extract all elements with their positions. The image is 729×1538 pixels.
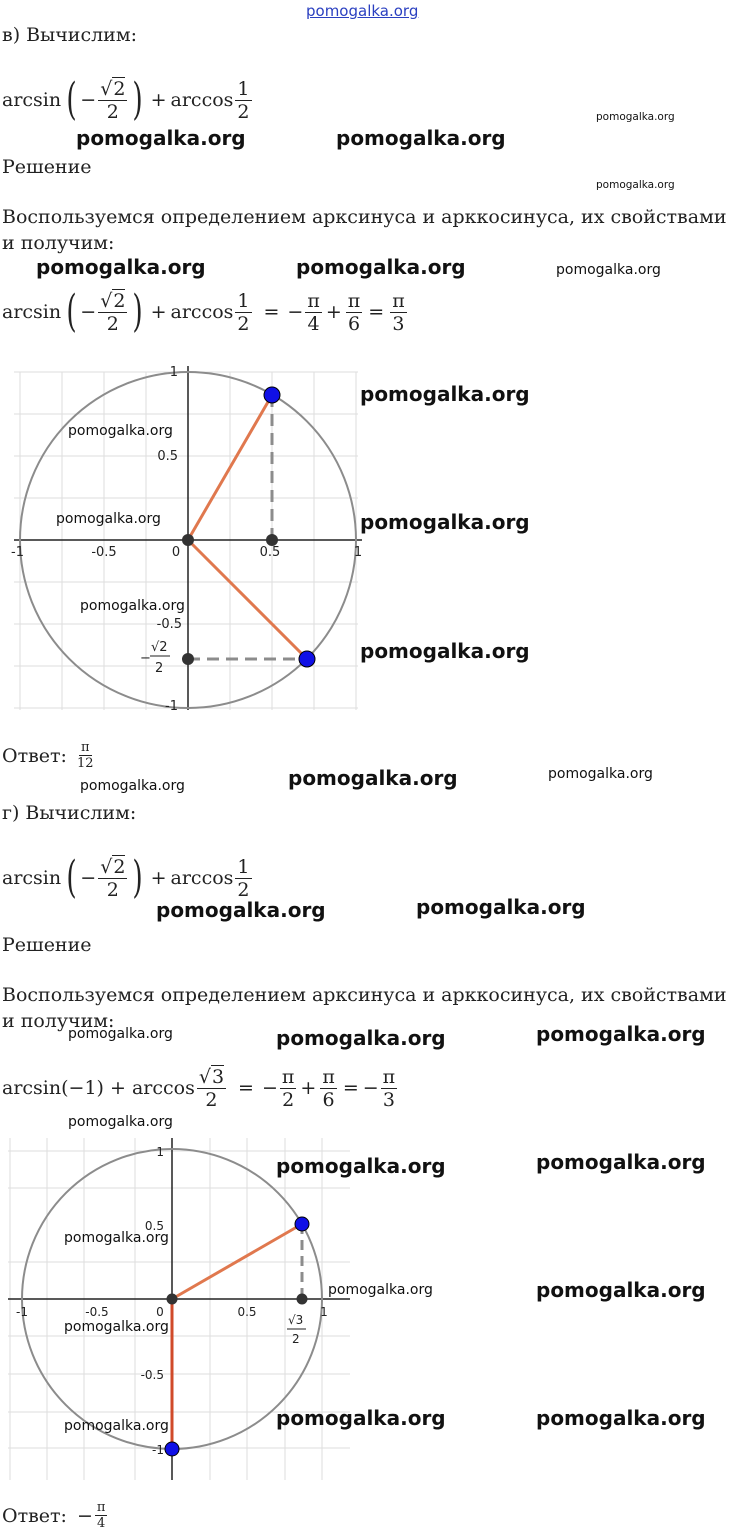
- watermark: pomogalka.org: [56, 511, 161, 527]
- watermark: pomogalka.org: [536, 1278, 706, 1302]
- x-tick: 0: [171, 545, 181, 560]
- part-v-heading: в) Вычислим:: [2, 24, 138, 46]
- part-v-solution-label: Решение: [2, 156, 92, 178]
- point-lower: [299, 651, 315, 667]
- watermark: pomogalka.org: [548, 766, 653, 782]
- watermark: pomogalka.org: [156, 898, 326, 922]
- origin-point: [167, 1294, 178, 1305]
- x-tick: -1: [16, 1305, 28, 1319]
- x-tick: 0.5: [259, 545, 281, 560]
- watermark: pomogalka.org: [64, 1319, 169, 1335]
- x-tick: -1: [11, 545, 24, 560]
- watermark: pomogalka.org: [336, 126, 506, 150]
- watermark: pomogalka.org: [296, 255, 466, 279]
- part-g-solution-label: Решение: [2, 934, 92, 956]
- one-half: $\frac{1}{2}$: [237, 77, 250, 123]
- point-lower: [165, 1442, 179, 1456]
- watermark: pomogalka.org: [596, 179, 675, 191]
- watermark: pomogalka.org: [536, 1022, 706, 1046]
- y-tick: 1: [169, 365, 178, 380]
- watermark: pomogalka.org: [64, 1418, 169, 1434]
- watermark: pomogalka.org: [68, 1114, 173, 1130]
- sqrt2-over-2: $\frac{√2}{2}$: [100, 77, 126, 123]
- answer-value: $\frac{\pi}{12}$: [76, 740, 94, 771]
- watermark: pomogalka.org: [536, 1406, 706, 1430]
- x-tick: 1: [353, 545, 363, 560]
- arccos-label: arccos: [170, 89, 234, 111]
- watermark: pomogalka.org: [276, 1406, 446, 1430]
- watermark: pomogalka.org: [596, 111, 675, 123]
- y-tick: -0.5: [156, 617, 182, 632]
- y-tick: 1: [156, 1145, 164, 1159]
- watermark: pomogalka.org: [36, 255, 206, 279]
- x-tick: 0: [156, 1305, 164, 1319]
- watermark: pomogalka.org: [276, 1154, 446, 1178]
- part-v-explanation: Воспользуемся определением арксинуса и арккосинуса, их свойствами и получим:: [2, 206, 727, 254]
- segment-arcsin: [188, 540, 307, 659]
- plus-sign: +: [150, 89, 167, 111]
- watermark: pomogalka.org: [360, 510, 530, 534]
- watermark: pomogalka.org: [68, 1026, 173, 1042]
- part-g-expression: arcsin ( − $\frac{√2}{2}$ ) + arccos $\frac{1}{2}$: [2, 852, 250, 903]
- part-v-result: arcsin ( − $\frac{√2}{2}$ ) + arccos $\frac{1}{2}$ = − $\frac{\pi}{4}$ + $\frac{\pi}{6}$ = $\frac{\pi}{3}$: [2, 286, 405, 337]
- x-tick: 1: [320, 1305, 328, 1319]
- watermark: pomogalka.org: [328, 1282, 433, 1298]
- watermark: pomogalka.org: [64, 1230, 169, 1246]
- watermark: pomogalka.org: [416, 895, 586, 919]
- watermark: pomogalka.org: [80, 598, 185, 614]
- point-upper: [295, 1217, 309, 1231]
- x-tick: -0.5: [91, 545, 117, 560]
- part-v-expression: arcsin ( − $\frac{√2}{2}$ ) + arccos $\frac{1}{2}$: [2, 74, 250, 125]
- y-tick: -0.5: [140, 1368, 164, 1382]
- watermark: pomogalka.org: [76, 126, 246, 150]
- y-tick: -1: [152, 1443, 164, 1457]
- y-tick: -1: [165, 699, 178, 712]
- watermark: pomogalka.org: [556, 262, 661, 278]
- svg-text:−: −: [140, 651, 151, 666]
- svg-text:2: 2: [155, 661, 164, 676]
- unit-circle-chart-g: [0, 1136, 355, 1482]
- watermark: pomogalka.org: [360, 382, 530, 406]
- watermark: pomogalka.org: [80, 778, 185, 794]
- svg-text:2: 2: [292, 1332, 300, 1346]
- y-tick: 0.5: [144, 1219, 164, 1233]
- part-g-heading: г) Вычислим:: [2, 802, 137, 824]
- answer-value: $\frac{\pi}{4}$: [96, 1500, 106, 1531]
- unit-circle-chart-v: [0, 358, 365, 712]
- point-upper: [264, 387, 280, 403]
- part-g-result: arcsin(−1) + arccos $\frac{√3}{2}$ = − $\frac{\pi}{2}$ + $\frac{\pi}{6}$ = − $\frac{\pi}{3}$: [2, 1065, 396, 1111]
- x-tick: -0.5: [85, 1305, 109, 1319]
- minus-sign: −: [80, 89, 97, 111]
- point-x-sqrt3: [297, 1294, 308, 1305]
- x-tick: 0.5: [237, 1305, 257, 1319]
- watermark: pomogalka.org: [288, 766, 458, 790]
- point-y-neg-sqrt2: [182, 653, 194, 665]
- answer-label: Ответ:: [2, 744, 67, 767]
- part-g-answer: Ответ: − $\frac{\pi}{4}$: [2, 1500, 106, 1531]
- origin-point: [182, 534, 194, 546]
- arcsin-label: arcsin: [2, 89, 62, 111]
- answer-label: Ответ:: [2, 1504, 67, 1527]
- special-label-neg-sqrt2: [140, 640, 170, 676]
- y-tick: 0.5: [157, 449, 178, 464]
- svg-text:√2: √2: [151, 640, 168, 655]
- part-g-explanation: Воспользуемся определением арксинуса и арккосинуса, их свойствами и получим:: [2, 984, 727, 1032]
- watermark: pomogalka.org: [360, 639, 530, 663]
- watermark: pomogalka.org: [536, 1150, 706, 1174]
- svg-text:√3: √3: [288, 1313, 304, 1327]
- special-label-sqrt3: [287, 1313, 306, 1346]
- watermark: pomogalka.org: [276, 1026, 446, 1050]
- part-v-answer: [2, 740, 98, 771]
- watermark: pomogalka.org: [68, 423, 173, 439]
- site-header-link[interactable]: pomogalka.org: [306, 2, 419, 20]
